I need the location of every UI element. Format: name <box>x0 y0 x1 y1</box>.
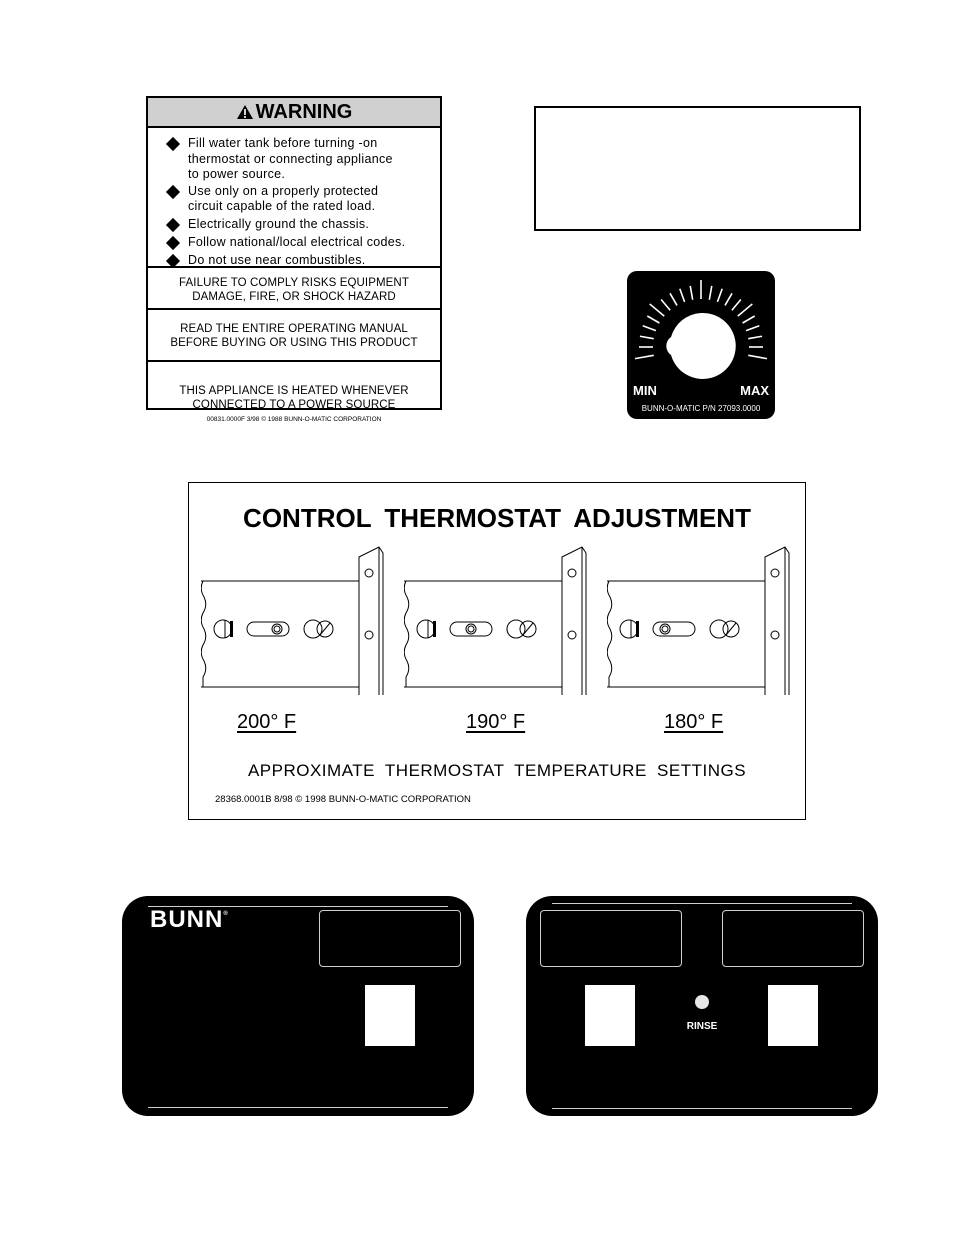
warning-manual-section: READ THE ENTIRE OPERATING MANUAL BEFORE BUYING OR USING THIS PRODUCT <box>148 310 440 362</box>
thermostat-diagram-180 <box>607 545 807 695</box>
switch-cutout <box>365 985 415 1046</box>
diamond-bullet-icon <box>166 236 180 250</box>
diamond-bullet-icon <box>166 137 180 151</box>
warning-failure-section: FAILURE TO COMPLY RISKS EQUIPMENT DAMAGE, FIRE, OR SHOCK HAZARD <box>148 270 440 310</box>
diagram-part <box>365 631 373 639</box>
rinse-label: RINSE <box>686 1021 718 1032</box>
warning-item: Follow national/local electrical codes. <box>166 235 440 251</box>
diagram-part <box>771 631 779 639</box>
diagram-part <box>214 620 232 638</box>
diagram-part <box>247 622 289 636</box>
diagram-part <box>274 626 280 632</box>
temp-setting-180: 180° F <box>664 711 724 733</box>
faceplate-trim-line <box>148 1107 448 1108</box>
diagram-part <box>433 621 436 637</box>
diamond-bullet-icon <box>166 184 180 198</box>
thermostat-title: CONTROL THERMOSTAT ADJUSTMENT <box>243 503 751 533</box>
thermostat-adjustment-label <box>188 482 806 820</box>
diagram-part <box>771 569 779 577</box>
faceplate-trim-line <box>552 903 852 904</box>
warning-title: WARNING <box>255 100 353 123</box>
dial-max-label: MAX <box>740 383 769 398</box>
thermostat-dial-plate <box>627 271 775 419</box>
diagram-part <box>365 569 373 577</box>
switch-cutout-left <box>585 985 635 1046</box>
temp-setting-190: 190° F <box>466 711 526 733</box>
faceplate-trim-line <box>552 1108 852 1109</box>
warning-heated-text: THIS APPLIANCE IS HEATED WHENEVER CONNECTED TO A POWER SOURCE <box>179 385 409 411</box>
warning-list <box>148 128 440 268</box>
warning-item: Use only on a properly protected circuit capable of the rated load. <box>166 184 440 215</box>
diagram-part <box>662 626 668 632</box>
thermostat-subtitle: APPROXIMATE THERMOSTAT TEMPERATURE SETTINGS <box>247 761 747 780</box>
dial-part-number: BUNN-O-MATIC P/N 27093.0000 <box>641 404 761 413</box>
faceplate-single <box>122 896 474 1116</box>
switch-cutout-right <box>768 985 818 1046</box>
faceplate-window-right <box>722 910 864 967</box>
faceplate-window <box>319 910 461 967</box>
diagram-part <box>568 569 576 577</box>
blank-label <box>534 106 861 231</box>
thermostat-part-code: 28368.0001B 8/98 © 1998 BUNN-O-MATIC CORPORATION <box>215 794 471 805</box>
diamond-bullet-icon <box>166 217 180 231</box>
thermostat-diagram-190 <box>404 545 604 695</box>
diagram-part <box>230 621 233 637</box>
bunn-logo: BUNN® <box>150 906 229 933</box>
diagram-part <box>568 631 576 639</box>
temp-setting-200: 200° F <box>237 711 297 733</box>
diagram-part <box>468 626 474 632</box>
warning-label <box>146 96 442 423</box>
diagram-part <box>417 620 435 638</box>
diagram-part <box>201 581 206 687</box>
diagram-part <box>404 581 409 687</box>
faceplate-dual <box>526 896 878 1116</box>
faceplate-window-left <box>540 910 682 967</box>
warning-item: Do not use near combustibles. <box>166 253 440 269</box>
dial-min-label: MIN <box>633 383 657 398</box>
rinse-indicator-light <box>695 995 709 1009</box>
diamond-bullet-icon <box>166 253 180 267</box>
warning-triangle-icon <box>236 104 254 120</box>
warning-item: Fill water tank before turning -on thermostat or connecting appliance to power source. <box>166 136 440 183</box>
warning-heated-section <box>148 362 440 423</box>
diagram-part <box>620 620 638 638</box>
thermostat-diagram-200 <box>201 545 401 695</box>
diagram-part <box>607 581 612 687</box>
diagram-part <box>653 622 695 636</box>
warning-item: Electrically ground the chassis. <box>166 217 440 233</box>
diagram-part <box>636 621 639 637</box>
warning-part-code: 00831.0000F 3/98 © 1988 BUNN-O-MATIC CORPORATION <box>206 416 382 423</box>
warning-header <box>148 98 440 128</box>
